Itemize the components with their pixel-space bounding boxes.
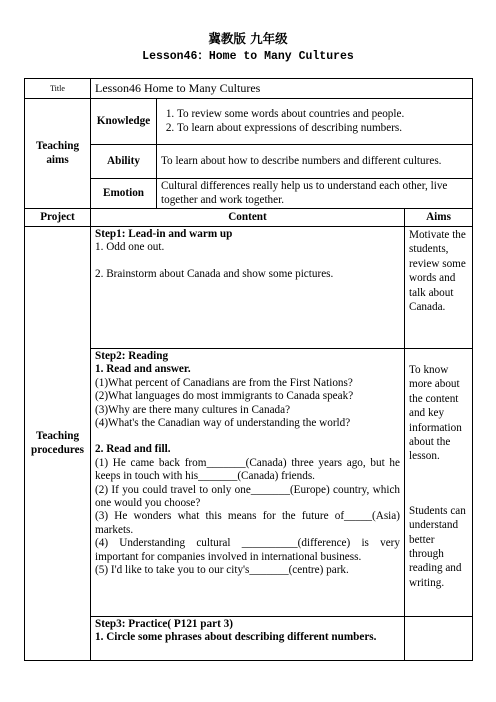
reading-question: (3)Why are there many cultures in Canada? <box>95 403 291 416</box>
step1-aims: Motivate the students, review some words and talk about Canada. <box>405 227 473 349</box>
reading-question: (1)What percent of Canadians are from the First Nations? <box>95 376 353 389</box>
lesson-title: Lesson46：Home to Many Cultures <box>142 50 354 63</box>
circle-phrases-title: 1. Circle some phrases about describing different numbers. <box>95 631 377 644</box>
page-header <box>0 30 496 65</box>
step1-title: Step1: Lead-in and warm up <box>95 228 233 240</box>
step2-title: Step2: Reading <box>95 350 169 362</box>
ability-label: Ability <box>91 145 157 179</box>
lesson-plan-table <box>24 78 473 661</box>
teaching-procedures-label: Teaching procedures <box>25 227 91 661</box>
step1-line: 1. Odd one out. <box>95 241 165 254</box>
title-value: Lesson46 Home to Many Cultures <box>91 79 473 99</box>
knowledge-item: 2. To learn about expressions of describing numbers. <box>177 122 468 135</box>
knowledge-list <box>161 108 468 135</box>
step3-row <box>25 617 473 661</box>
reading-question: (2)What languages do most immigrants to Canada speak? <box>95 390 354 403</box>
emotion-content: Cultural differences really help us to understand each other, live together and work together. <box>157 179 473 209</box>
knowledge-row <box>25 99 473 145</box>
emotion-row <box>25 179 473 209</box>
aims-header: Aims <box>405 209 473 227</box>
ability-content: To learn about how to describe numbers and different cultures. <box>157 145 473 179</box>
step2-content <box>91 349 405 617</box>
step2-row <box>25 349 473 617</box>
reading-question: (4)What's the Canadian way of understanding the world? <box>95 417 351 430</box>
textbook-edition-title: 冀教版 九年级 <box>208 31 288 46</box>
knowledge-label: Knowledge <box>91 99 157 145</box>
fill-item: (2) If you could travel to only one_______(Europe) country, which one would you choose? <box>95 483 400 510</box>
read-and-fill-title: 2. Read and fill. <box>95 443 171 456</box>
title-row <box>25 79 473 99</box>
step1-row <box>25 227 473 349</box>
knowledge-item: 1. To review some words about countries and people. <box>177 108 468 121</box>
step2-aims-reading: To know more about the content and key information about the lesson. <box>409 364 462 463</box>
column-header-row <box>25 209 473 227</box>
step3-aims <box>405 617 473 661</box>
ability-row <box>25 145 473 179</box>
title-label: Title <box>25 79 91 99</box>
step2-aims <box>405 349 473 617</box>
step2-aims-writing: Students can understand better through reading and writing. <box>409 504 466 589</box>
project-header: Project <box>25 209 91 227</box>
fill-item: (4) Understanding cultural __________(difference) is very important for companies involved in international business. <box>95 537 400 563</box>
fill-item: (3) He wonders what this means for the future of_____(Asia) markets. <box>95 510 400 536</box>
read-and-answer-title: 1. Read and answer. <box>95 363 191 376</box>
knowledge-content <box>157 99 473 145</box>
fill-item: (5) I'd like to take you to our city's_______(centre) park. <box>95 564 349 577</box>
emotion-label: Emotion <box>91 179 157 209</box>
step3-title: Step3: Practice( P121 part 3) <box>95 618 233 630</box>
step3-content <box>91 617 405 661</box>
step1-content <box>91 227 405 349</box>
content-header: Content <box>91 209 405 227</box>
fill-item: (1) He came back from_______(Canada) three years ago, but he keeps in touch with his_______(Canada) friends. <box>95 456 400 483</box>
step1-line: 2. Brainstorm about Canada and show some pictures. <box>95 267 334 280</box>
teaching-aims-label: Teaching aims <box>25 99 91 209</box>
